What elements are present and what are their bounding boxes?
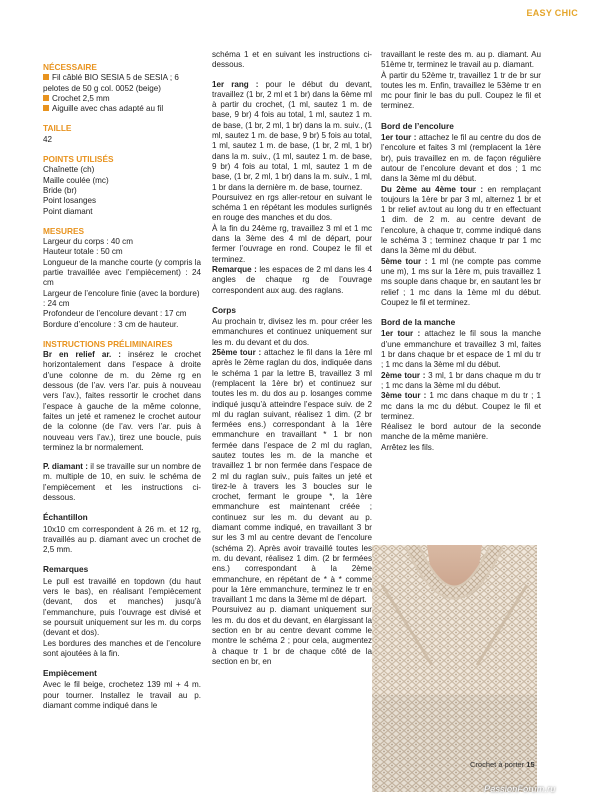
section-title-mesures: MESURES: [43, 225, 85, 236]
paragraph: 1er tour : attachez le fil sous la manche d’une emmanchure et travaillez 3 ml, faites 1 br dans chaque br et espace de 1 ml du tr ; 1 mc dans la 3ème ml du début.: [381, 329, 541, 370]
points-list: [43, 165, 201, 216]
mesures-list: [43, 237, 201, 330]
paragraph: Au prochain tr, divisez les m. pour créer les emmanchures et continuez uniquement sur les m. du devant et du dos.: [212, 317, 372, 347]
paragraph: Remarque : les espaces de 2 ml dans les 4 angles de chaque rg de l’ouvrage correspondent aux aug. des raglans.: [212, 264, 372, 295]
magazine-name: Crochet à porter: [470, 760, 525, 769]
paragraph: Avec le fil beige, crochetez 139 ml + 4 m. pour tourner. Installez le travail au p. diamant comme indiqué dans le: [43, 680, 201, 711]
section-title-points: POINTS UTILISÉS: [43, 154, 114, 165]
paragraph: À la fin du 24ème rg, travaillez 3 ml et 1 mc dans la 3ème des 4 ml de départ, pour fermer l’ouvrage en rond. Coupez le fil et terminez.: [212, 223, 372, 264]
list-item: Hauteur totale : 50 cm: [43, 247, 123, 257]
paragraph: À partir du 52ème tr, travaillez 1 tr de br sur toutes les m. Enfin, travaillez le 53ème tr en mc pour finir le bas du pull. Coupez le fil et terminez.: [381, 70, 541, 111]
paragraph: 3ème tour : 1 mc dans chaque m du tr ; 1 mc dans la mc du début. Coupez le fil et terminez.: [381, 391, 541, 421]
paragraph: Arrêtez les fils.: [381, 442, 435, 452]
necessaire-list: [43, 73, 201, 114]
subsection-title-empiecement: Empiècement: [43, 668, 97, 679]
list-item: Profondeur de l’encolure devant : 17 cm: [43, 309, 187, 319]
list-item: Point diamant: [43, 206, 93, 216]
bullet-square-icon: [43, 74, 49, 80]
subsection-title-remarques: Remarques: [43, 564, 89, 575]
list-item: Chaînette (ch): [43, 165, 95, 175]
section-title-instructions: INSTRUCTIONS PRÉLIMINAIRES: [43, 338, 173, 349]
paragraph: 1er rang : pour le début du devant, travaillez (1 br, 2 ml et 1 br) dans la 6ème ml à partir du crochet, (1 ml, sautez 1 m. de base, 9 br) 4 fois au total, 1 ml, sautez 1 m. de base, (1 br, 2 ml, 1 br) dans la m. suiv., (1 ml, sautez 1 m. de base, 9 br) 5 fois au total, 1 ml, sautez 1 m. de base, (1 br, 2 ml, 1 br) dans la m. suiv., (1 ml, sautez 1 m. de base, 9 br) 4 fois au total, 1 ml, sautez 1 m de base, (1 br, 2 ml, 1 br) dans la m. suiv., 1 ml, 1 br dans la dernière m. de base, tournez.: [212, 79, 372, 192]
subsection-title-echantillon: Échantillon: [43, 512, 88, 523]
paragraph: Réalisez le bord autour de la seconde manche de la même manière.: [381, 422, 541, 442]
paragraph: schéma 1 et en suivant les instructions ci-dessous.: [212, 50, 372, 70]
paragraph: 10x10 cm correspondent à 26 m. et 12 rg, travaillés au p. diamant avec un crochet de 2,5 mm.: [43, 524, 201, 555]
page-header: [0, 0, 590, 40]
paragraph: Les bordures des manches et de l’encolure sont ajoutées à la fin.: [43, 638, 201, 658]
paragraph: Br en relief ar. : insérez le crochet horizontalement dans l’espace à droite d’une colonne de m. du 2ème rg en dessous (de l’av. vers l’ar. puis à nouveau vers l’av.), faites ressortir le crochet dans l’espace à gauche de la même colonne, faites un jeté et ramenez le crochet autour de la colonne (de l’av. vers l’ar. puis à nouveau vers l’av.), tirez une boucle, puis terminez la br normalement.: [43, 350, 201, 452]
list-item: Longueur de la manche courte (y compris la partie travaillée avec l’empiècement) : 24 cm: [43, 257, 201, 288]
paragraph: 2ème tour : 3 ml, 1 br dans chaque m du tr ; 1 mc dans la 3ème ml du début.: [381, 370, 541, 390]
list-item: Fil câblé BIO SESIA 5 de SESIA ; 6 pelotes de 50 g col. 0052 (beige): [43, 73, 179, 93]
list-item: Bride (br): [43, 185, 77, 195]
section-title-necessaire: NÉCESSAIRE: [43, 62, 97, 72]
paragraph: P. diamant : il se travaille sur un nombre de m. multiple de 10, en suiv. le schéma de l’empiècement et les instructions ci-dessous.: [43, 462, 201, 502]
paragraph: Poursuivez en rgs aller-retour en suivant le schéma 1 en répétant les modules surlignés en rouge des manches et du dos.: [212, 192, 372, 223]
list-item: Point losanges: [43, 196, 97, 206]
list-item: Aiguille avec chas adapté au fil: [43, 104, 201, 114]
subsection-title-corps: Corps: [212, 304, 236, 315]
paragraph: Poursuivez au p. diamant uniquement sur les m. du dos et du devant, en élargissant la section en br au centre devant comme le montre le schéma 2 ; pour cela, augmentez à chaque tr 1 br de chaque côté de la section en br, en: [212, 605, 372, 666]
taille-value: 42: [43, 134, 53, 144]
paragraph: Le pull est travaillé en topdown (du haut vers le bas), en réalisant l’empiècement (devant, dos et manches) jusqu’à l’emmanchure, puis l’ouvrage est divisé et se poursuit uniquement sur les m. du corps (devant et dos).: [43, 576, 201, 638]
brand-label: EASY CHIC: [526, 8, 578, 18]
bullet-square-icon: [43, 95, 49, 101]
column-1: [43, 62, 201, 720]
paragraph: 1er tour : attachez le fil au centre du dos de l’encolure et faites 3 ml (remplacent la 1ère br), puis travaillez en m. de façon régulière autour de l’encolure devant et dos ; 1 mc dans la 3ème ml du début.: [381, 133, 541, 184]
column-3: [381, 50, 541, 462]
page-footer: [470, 760, 535, 769]
list-item: Maille coulée (mc): [43, 175, 109, 185]
list-item: Largeur du corps : 40 cm: [43, 237, 133, 247]
paragraph: 5ème tour : 1 ml (ne compte pas comme une m), 1 ms sur la 1ère m, puis travaillez 1 ms souple dans chaque br, en sautant les br relief ; 1 mc dans la 1ème ml du début. Coupez le fil et terminez.: [381, 256, 541, 307]
subsection-title-manche: Bord de la manche: [381, 317, 456, 328]
paragraph: Du 2ème au 4ème tour : en remplaçant toujours la 1ère br par 3 ml, alternez 1 br et 1 br relief av.tout au long du tr en effectuant 1 dim. de 2 m. au centre devant de l’encolure, à chaque tr, comme indiqué dans le schéma 3 ; terminez chaque tr par 1 mc dans la 3ème ml du début.: [381, 184, 541, 256]
section-title-taille: TAILLE: [43, 123, 72, 134]
bullet-square-icon: [43, 105, 49, 111]
list-item: Largeur de l’encolure finie (avec la bordure) : 24 cm: [43, 288, 200, 308]
list-item: Bordure d’encolure : 3 cm de hauteur.: [43, 319, 179, 329]
paragraph: travaillant le reste des m. au p. diamant. Au 51ème tr, terminez le travail au p. diamant.: [381, 50, 541, 70]
list-item: Crochet 2,5 mm: [43, 94, 201, 104]
sweater-photo: [372, 545, 537, 792]
paragraph: 25ème tour : attachez le fil dans la 1ère ml après le 2ème raglan du dos, indiquée dans le schéma 1 par la lettre B, travaillez 3 ml (remplacent la 1ère br) et continuez sur toutes les m. du dos au p. losanges comme indiqué jusqu’à atteindre l’espace suiv. de 2 ml du raglan suivant, réalisez 1 dim. (2 br fermées ens.) correspondant à la 1ère emmanchure en travaillant * 1 br non fermée dans l’espace de 2 ml du raglan, sautez toutes les m. de la manche et travaillez 1 br non fermée dans l’espace de 2 ml du raglan suiv., puis faites un jeté et tirez-le à travers les 3 boucles sur le crochet, fermant le groupe *, la 1ère emmanchure est maintenant créée ; continuez sur les m. du devant au p. diamant comme indiqué, en travaillant 3 br sur les 3 ml au centre devant de l’encolure (schéma 2). Après avoir travaillé toutes les m. du devant, réalisez 1 dim. (2 br fermées ens.) correspondant à la 2ème emmanchure, en répétant de * à * comme pour la 1ère emmanchure, terminez le tr en travaillant 1 mc dans la 3ème ml de départ.: [212, 348, 372, 605]
page-number: 15: [526, 760, 535, 769]
column-2: [212, 50, 372, 676]
subsection-title-encolure: Bord de l’encolure: [381, 120, 454, 131]
watermark: PassionForum.ru: [484, 784, 556, 794]
